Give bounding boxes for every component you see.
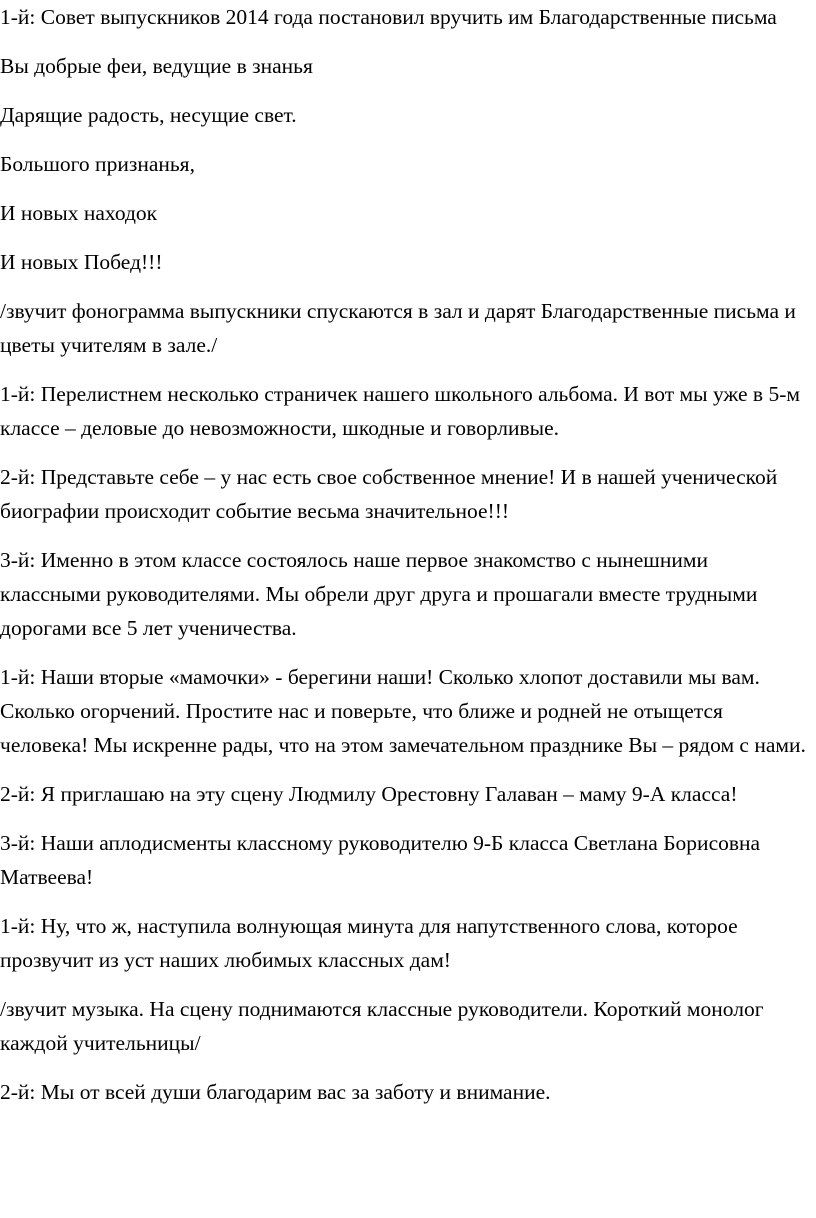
paragraph-16: 2-й: Мы от всей души благодарим вас за заботу и внимание. [0, 1080, 551, 1104]
paragraph-5: И новых находок [0, 201, 158, 225]
paragraph-9: 2-й: Представьте себе – у нас есть свое собственное мнение! И в нашей ученической биографии происходит событие весьма значительное!!! [0, 465, 778, 523]
paragraph-10: 3-й: Именно в этом классе состоялось наше первое знакомство с нынешними классными руководителями. Мы обрели друг друга и прошагали вместе трудными дорогами все 5 лет ученичества. [0, 548, 758, 640]
paragraph-13: 3-й: Наши аплодисменты классному руководителю 9-Б класса Светлана Борисовна Матвеева! [0, 831, 761, 889]
paragraph-15: /звучит музыка. На сцену поднимаются классные руководители. Короткий монолог каждой учительницы/ [0, 997, 764, 1055]
paragraph-7: /звучит фонограмма выпускники спускаются в зал и дарят Благодарственные письма и цветы учителям в зале./ [0, 299, 796, 357]
paragraph-1: 1-й: Совет выпускников 2014 года постановил вручить им Благодарственные письма [0, 5, 777, 29]
paragraph-14: 1-й: Ну, что ж, наступила волнующая минута для напутственного слова, которое прозвучит из уст наших любимых классных дам! [0, 914, 738, 972]
paragraph-3: Дарящие радость, несущие свет. [0, 103, 297, 127]
paragraph-6: И новых Побед!!! [0, 250, 163, 274]
paragraph-8: 1-й: Перелистнем несколько страничек нашего школьного альбома. И вот мы уже в 5-м классе – деловые до невозможности, шкодные и говорливые. [0, 382, 800, 440]
paragraph-2: Вы добрые феи, ведущие в знанья [0, 54, 313, 78]
paragraph-4: Большого признанья, [0, 152, 195, 176]
paragraph-11: 1-й: Наши вторые «мамочки» - берегини наши! Сколько хлопот доставили мы вам. Сколько огорчений. Простите нас и поверьте, что ближе и родней не отыщется человека! Мы искренне рады, что на этом замечательном празднике Вы – рядом с нами. [0, 665, 806, 757]
paragraph-12: 2-й: Я приглашаю на эту сцену Людмилу Орестовну Галаван – маму 9-А класса! [0, 782, 738, 806]
